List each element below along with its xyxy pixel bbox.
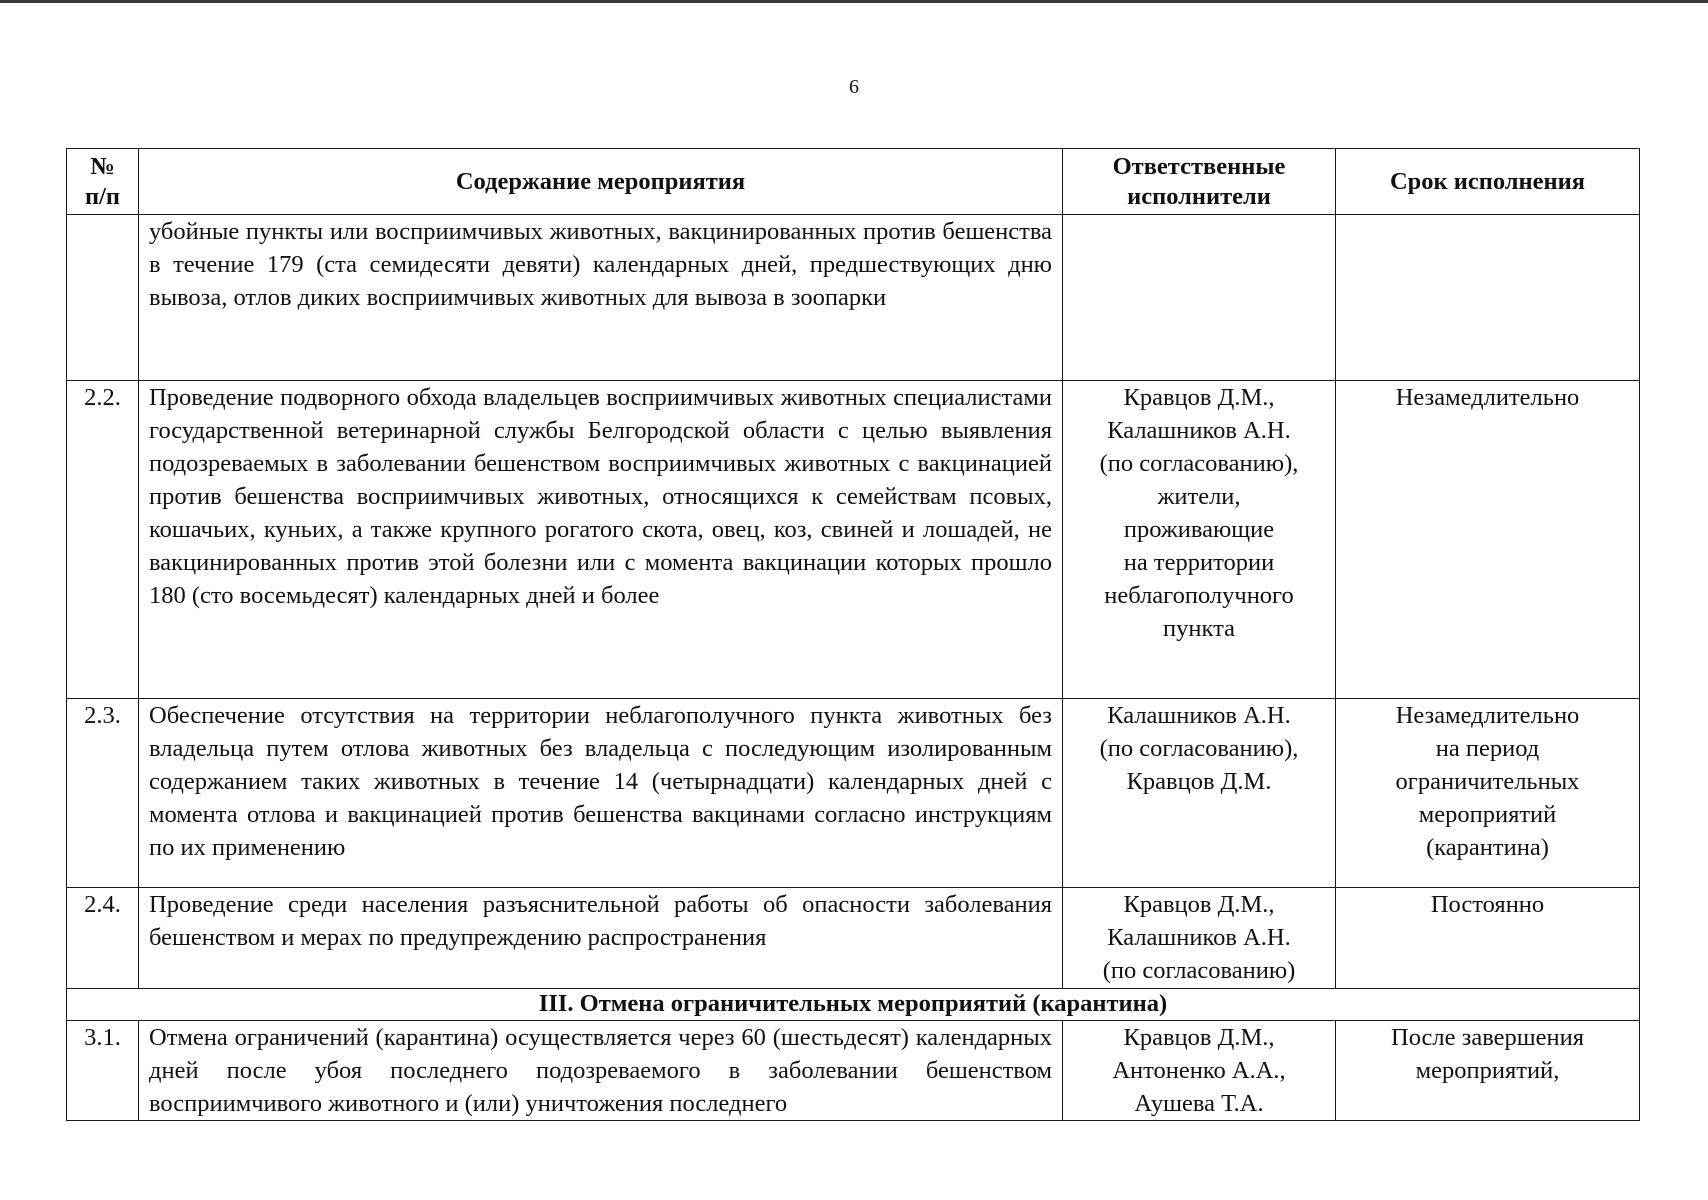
- header-responsible: Ответственные исполнители: [1063, 149, 1336, 215]
- scan-top-edge: [0, 0, 1708, 3]
- row-num: 3.1.: [67, 1021, 139, 1121]
- row-num: 2.3.: [67, 699, 139, 888]
- section-title: III. Отмена ограничительных мероприятий (карантина): [67, 989, 1640, 1021]
- row-content: Проведение подворного обхода владельцев восприимчивых животных специалистами государственной ветеринарной службы Белгородской области с целью выявления подозреваемых в заболевании бешенством восприимчивых животных с вакцинацией против бешенства восприимчивых животных, относящихся к семействам псовых, кошачьих, куньих, а также крупного рогатого скота, овец, коз, свиней и лошадей, не вакцинированных против этой болезни или с момента вакцинации которых прошло 180 (сто восемьдесят) календарных дней и более: [139, 381, 1063, 699]
- row-num: 2.2.: [67, 381, 139, 699]
- section-row: [67, 989, 1640, 1021]
- page-number: 6: [849, 76, 859, 98]
- row-responsible: Кравцов Д.М., Калашников А.Н. (по согласованию), жители, проживающие на территории неблагополучного пункта: [1063, 381, 1336, 699]
- header-content: Содержание мероприятия: [139, 149, 1063, 215]
- row-num: 2.4.: [67, 888, 139, 989]
- row-term: Незамедлительно на период ограничительных мероприятий (карантина): [1336, 699, 1640, 888]
- measures-table: [66, 148, 1640, 1121]
- row-term: Постоянно: [1336, 888, 1640, 989]
- row-responsible: [1063, 215, 1336, 381]
- row-term: После завершения мероприятий,: [1336, 1021, 1640, 1121]
- table-row: [67, 888, 1640, 989]
- row-content: Обеспечение отсутствия на территории неблагополучного пункта животных без владельца путем отлова животных без владельца с последующим изолированным содержанием таких животных в течение 14 (четырнадцати) календарных дней с момента отлова и вакцинацией против бешенства вакцинами согласно инструкциям по их применению: [139, 699, 1063, 888]
- row-content: убойные пункты или восприимчивых животных, вакцинированных против бешенства в течение 179 (ста семидесяти девяти) календарных дней, предшествующих дню вывоза, отлов диких восприимчивых животных для вывоза в зоопарки: [139, 215, 1063, 381]
- row-num: [67, 215, 139, 381]
- row-responsible: Калашников А.Н. (по согласованию), Кравцов Д.М.: [1063, 699, 1336, 888]
- row-content: Проведение среди населения разъяснительной работы об опасности заболевания бешенством и мерах по предупреждению распространения: [139, 888, 1063, 989]
- table-row: [67, 381, 1640, 699]
- row-responsible: Кравцов Д.М., Калашников А.Н. (по согласованию): [1063, 888, 1336, 989]
- row-responsible: Кравцов Д.М., Антоненко А.А., Аушева Т.А.: [1063, 1021, 1336, 1121]
- table-header-row: [67, 149, 1640, 215]
- row-content: Отмена ограничений (карантина) осуществляется через 60 (шестьдесят) календарных дней после убоя последнего подозреваемого в заболевании бешенством восприимчивого животного и (или) уничтожения последнего: [139, 1021, 1063, 1121]
- row-term: Незамедлительно: [1336, 381, 1640, 699]
- table-row: [67, 215, 1640, 381]
- row-term: [1336, 215, 1640, 381]
- table-row: [67, 1021, 1640, 1121]
- table-row: [67, 699, 1640, 888]
- header-num: № п/п: [67, 149, 139, 215]
- header-term: Срок исполнения: [1336, 149, 1640, 215]
